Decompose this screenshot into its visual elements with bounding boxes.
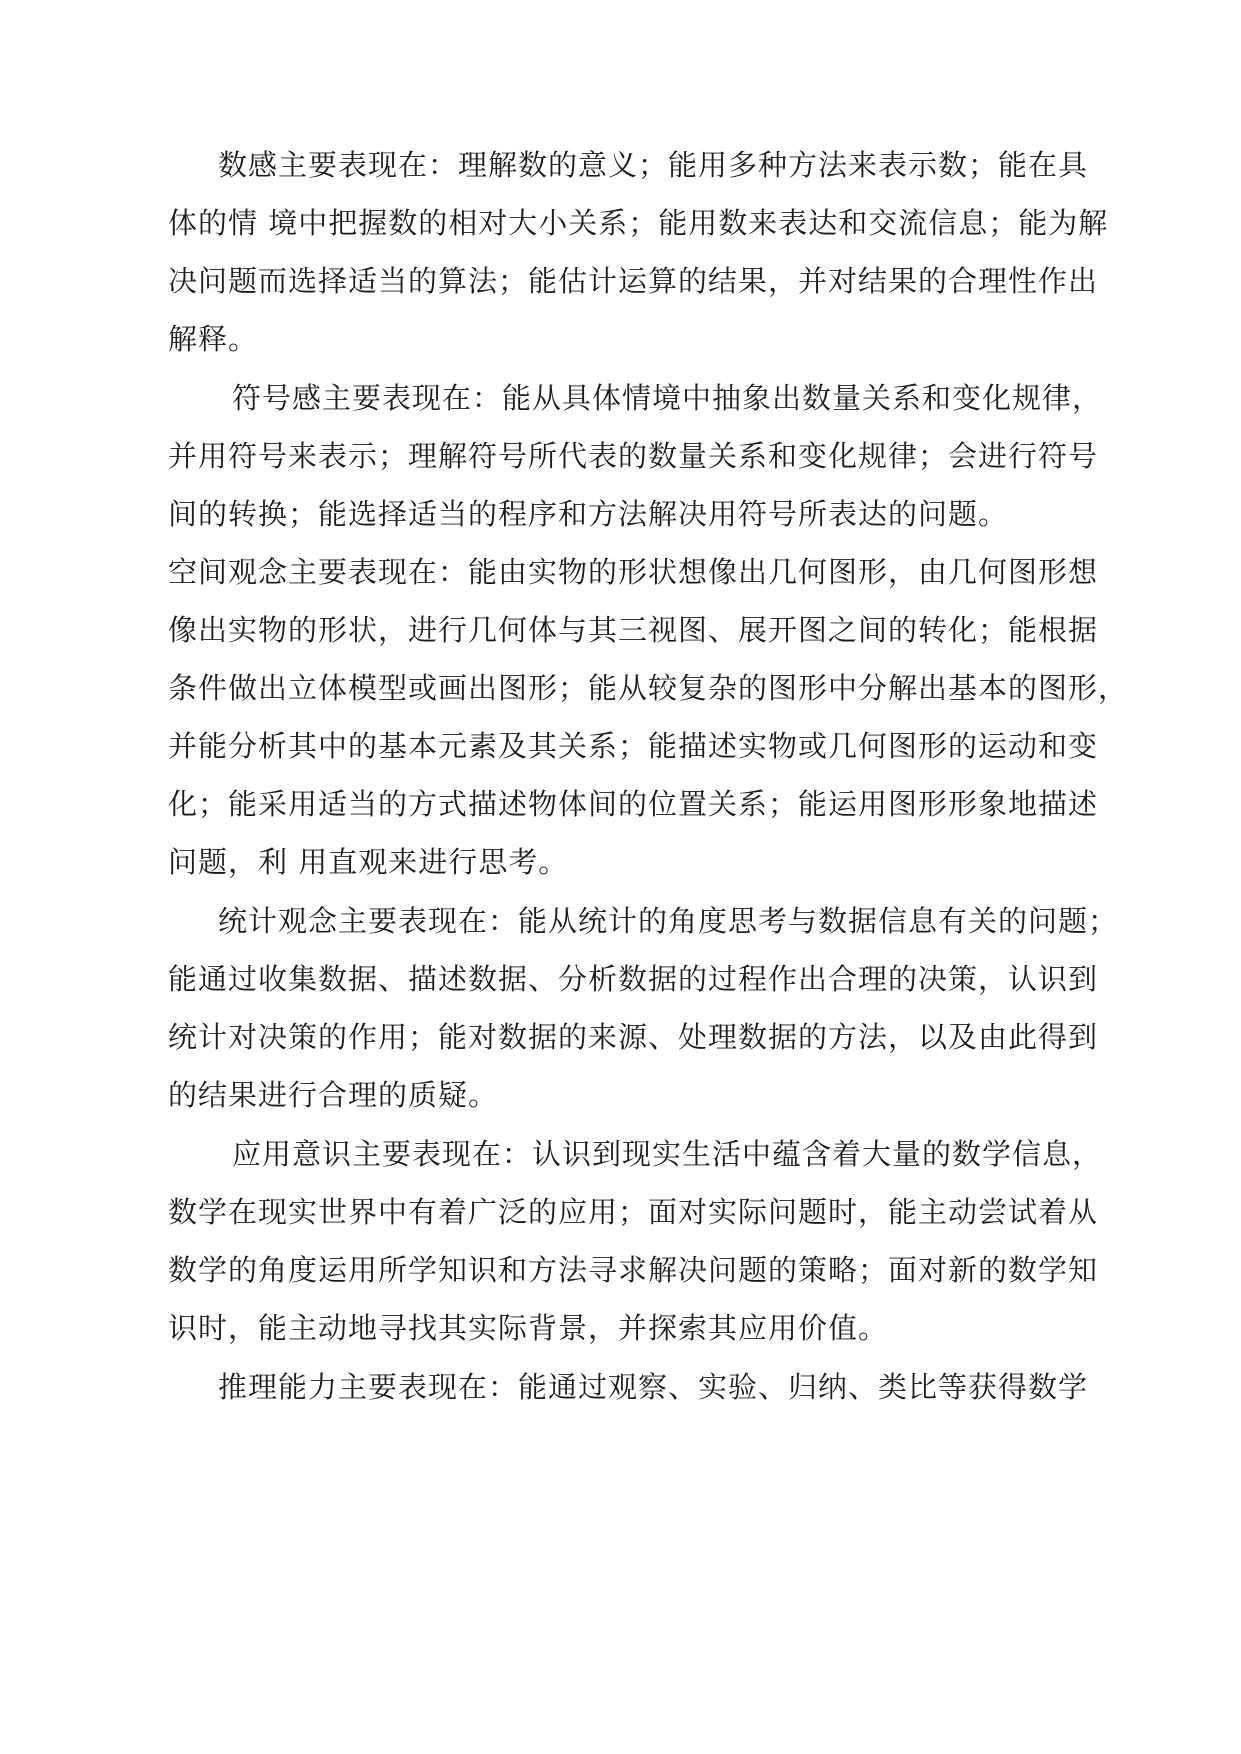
paragraph-line: 并用符号来表示；理解符号所代表的数量关系和变化规律；会进行符号 xyxy=(168,439,1099,473)
paragraph-line: 统计观念主要表现在：能从统计的角度思考与数据信息有关的问题； xyxy=(218,904,1119,938)
paragraph-line: 决问题而选择适当的算法；能估计运算的结果，并对结果的合理性作出 xyxy=(168,264,1099,298)
paragraph-line: 条件做出立体模型或画出图形；能从较复杂的图形中分解出基本的图形， xyxy=(168,671,1129,705)
paragraph-line: 数学的角度运用所学知识和方法寻求解决问题的策略；面对新的数学知 xyxy=(168,1253,1099,1287)
paragraph-line: 能通过收集数据、描述数据、分析数据的过程作出合理的决策，认识到 xyxy=(168,962,1099,996)
paragraph-line: 统计对决策的作用；能对数据的来源、处理数据的方法，以及由此得到 xyxy=(168,1020,1099,1054)
paragraph-line: 推理能力主要表现在：能通过观察、实验、归纳、类比等获得数学 xyxy=(218,1370,1089,1404)
paragraph-line: 空间观念主要表现在：能由实物的形状想像出几何图形，由几何图形想 xyxy=(168,555,1099,589)
paragraph-line: 间的转换；能选择适当的程序和方法解决用符号所表达的问题。 xyxy=(168,497,1009,531)
paragraph-line: 像出实物的形状，进行几何体与其三视图、展开图之间的转化；能根据 xyxy=(168,613,1099,647)
paragraph-line: 识时，能主动地寻找其实际背景，并探索其应用价值。 xyxy=(168,1311,889,1345)
paragraph-line: 解释。 xyxy=(168,322,259,356)
paragraph-line: 化；能采用适当的方式描述物体间的位置关系；能运用图形形象地描述 xyxy=(168,787,1099,821)
paragraph-line: 数感主要表现在：理解数的意义；能用多种方法来表示数；能在具 xyxy=(218,148,1089,182)
paragraph-line: 问题，利 用直观来进行思考。 xyxy=(168,845,569,879)
paragraph-line: 应用意识主要表现在：认识到现实生活中蕴含着大量的数学信息， xyxy=(232,1137,1103,1171)
paragraph-line: 符号感主要表现在：能从具体情境中抽象出数量关系和变化规律， xyxy=(232,381,1103,415)
paragraph-line: 并能分析其中的基本元素及其关系；能描述实物或几何图形的运动和变 xyxy=(168,729,1099,763)
paragraph-line: 体的情 境中把握数的相对大小关系；能用数来表达和交流信息；能为解 xyxy=(168,206,1109,240)
paragraph-line: 数学在现实世界中有着广泛的应用；面对实际问题时，能主动尝试着从 xyxy=(168,1195,1099,1229)
paragraph-line: 的结果进行合理的质疑。 xyxy=(168,1078,499,1112)
